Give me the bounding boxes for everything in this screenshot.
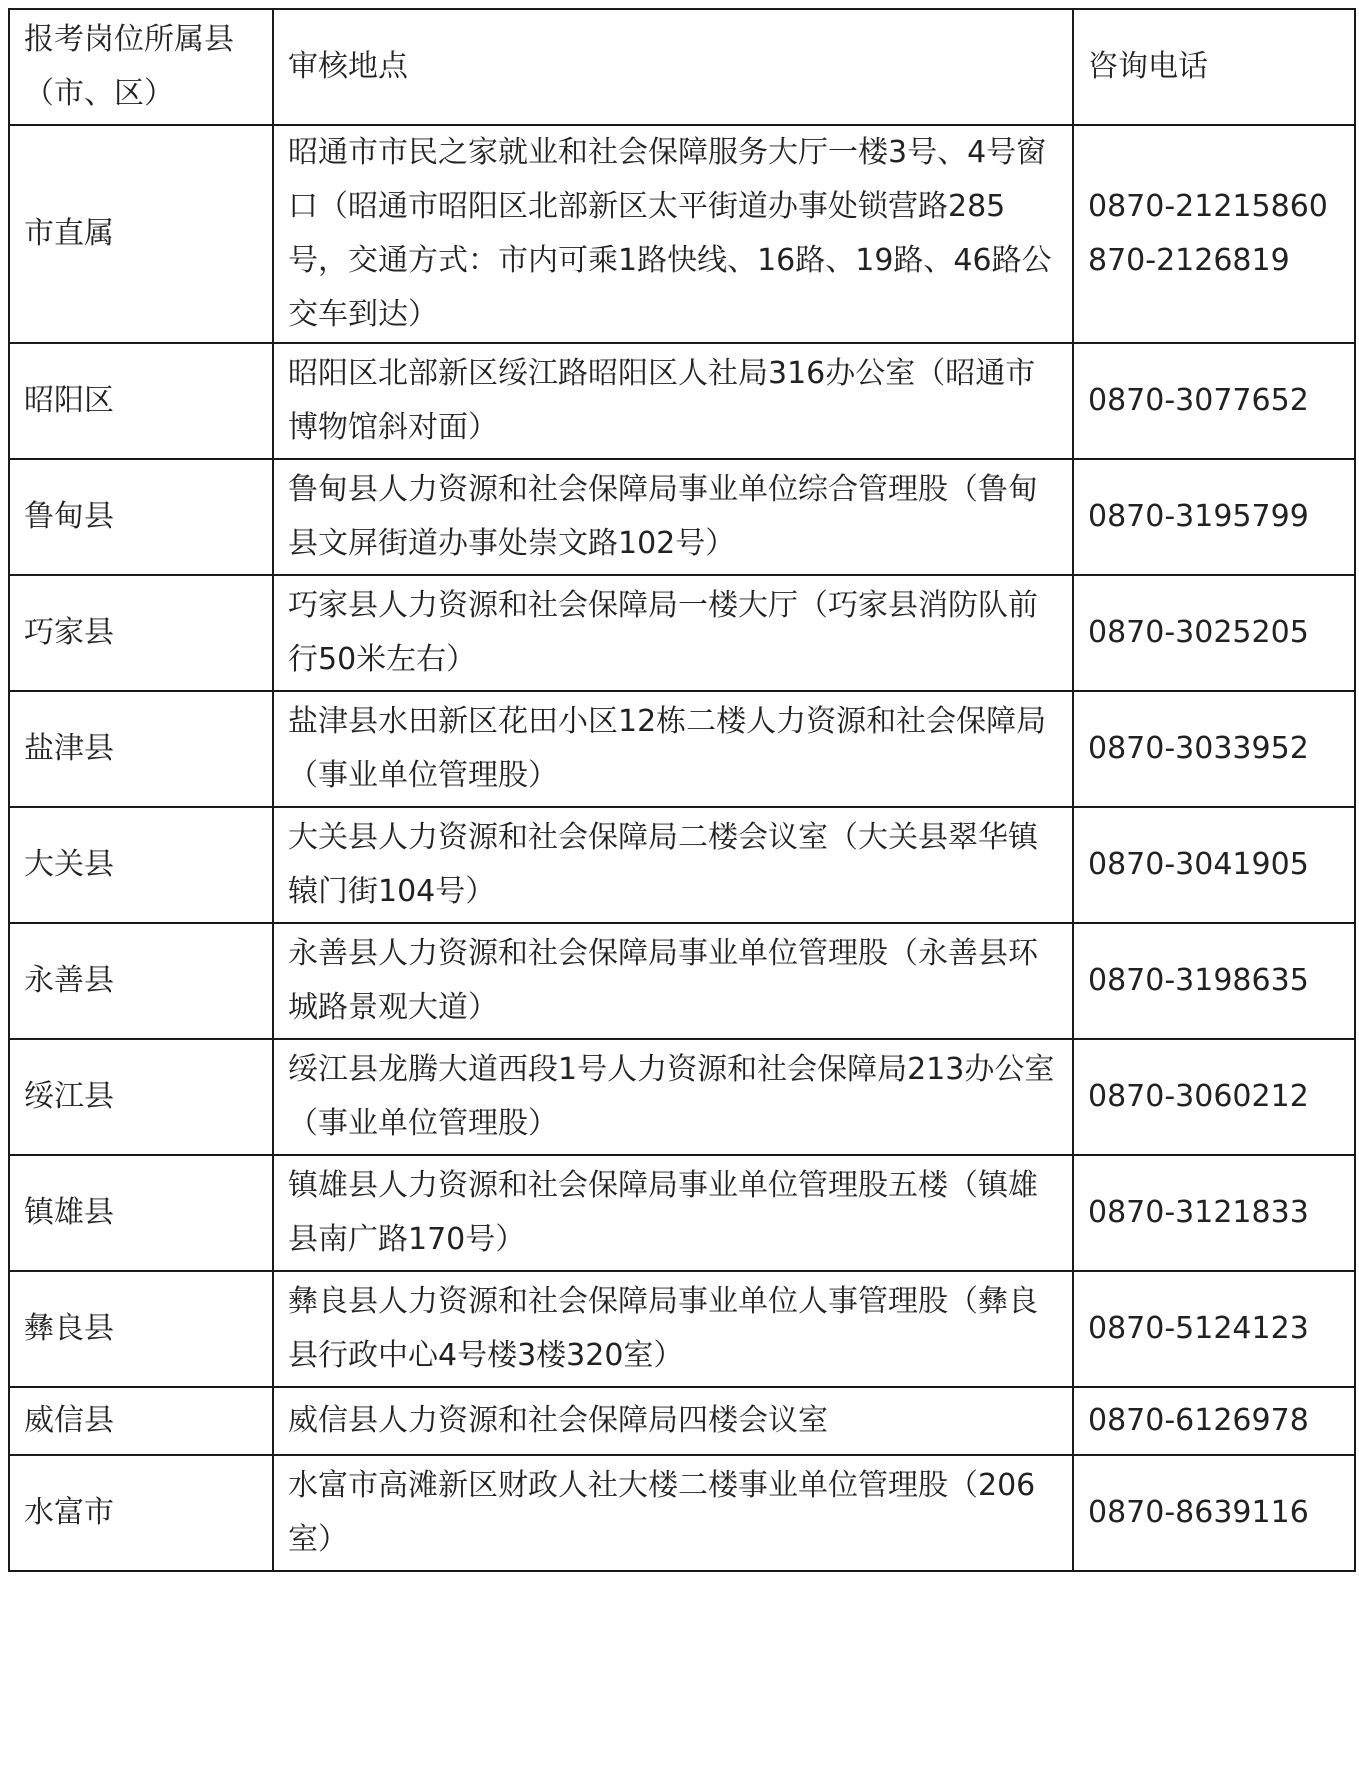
header-county-line1: 报考岗位所属县 xyxy=(24,22,234,57)
table-row xyxy=(9,1387,1355,1455)
table-row xyxy=(9,343,1355,459)
phone-cell: 0870-3033952 xyxy=(1073,691,1355,807)
table-header-row xyxy=(9,9,1355,125)
county-cell: 绥江县 xyxy=(9,1039,273,1155)
phone-cell: 0870-3198635 xyxy=(1073,923,1355,1039)
phone-cell: 0870-5124123 xyxy=(1073,1271,1355,1387)
header-county-line2: （市、区） xyxy=(24,76,174,111)
header-county xyxy=(9,9,273,125)
review-location-table xyxy=(8,8,1356,1572)
header-phone: 咨询电话 xyxy=(1073,9,1355,125)
table-row xyxy=(9,125,1355,343)
header-address: 审核地点 xyxy=(273,9,1073,125)
county-cell: 市直属 xyxy=(9,125,273,343)
table-row xyxy=(9,1455,1355,1571)
address-cell: 巧家县人力资源和社会保障局一楼大厅（巧家县消防队前行50米左右） xyxy=(273,575,1073,691)
address-cell: 永善县人力资源和社会保障局事业单位管理股（永善县环城路景观大道） xyxy=(273,923,1073,1039)
county-cell: 镇雄县 xyxy=(9,1155,273,1271)
phone-cell: 0870-3121833 xyxy=(1073,1155,1355,1271)
table-row xyxy=(9,1155,1355,1271)
address-cell: 鲁甸县人力资源和社会保障局事业单位综合管理股（鲁甸县文屏街道办事处崇文路102号） xyxy=(273,459,1073,575)
table-row xyxy=(9,807,1355,923)
county-cell: 彝良县 xyxy=(9,1271,273,1387)
county-cell: 大关县 xyxy=(9,807,273,923)
address-cell: 绥江县龙腾大道西段1号人力资源和社会保障局213办公室（事业单位管理股） xyxy=(273,1039,1073,1155)
address-cell: 彝良县人力资源和社会保障局事业单位人事管理股（彝良县行政中心4号楼3楼320室） xyxy=(273,1271,1073,1387)
table-row xyxy=(9,1271,1355,1387)
county-cell: 盐津县 xyxy=(9,691,273,807)
table-row xyxy=(9,691,1355,807)
county-cell: 永善县 xyxy=(9,923,273,1039)
phone-cell: 0870-21215860870-2126819 xyxy=(1073,125,1355,343)
phone-cell: 0870-3077652 xyxy=(1073,343,1355,459)
address-cell: 昭阳区北部新区绥江路昭阳区人社局316办公室（昭通市博物馆斜对面） xyxy=(273,343,1073,459)
county-cell: 威信县 xyxy=(9,1387,273,1455)
county-cell: 水富市 xyxy=(9,1455,273,1571)
county-cell: 鲁甸县 xyxy=(9,459,273,575)
phone-cell: 0870-3041905 xyxy=(1073,807,1355,923)
table-row xyxy=(9,923,1355,1039)
county-cell: 巧家县 xyxy=(9,575,273,691)
address-cell: 镇雄县人力资源和社会保障局事业单位管理股五楼（镇雄县南广路170号） xyxy=(273,1155,1073,1271)
address-cell: 水富市高滩新区财政人社大楼二楼事业单位管理股（206室） xyxy=(273,1455,1073,1571)
county-cell: 昭阳区 xyxy=(9,343,273,459)
table-row xyxy=(9,1039,1355,1155)
address-cell: 大关县人力资源和社会保障局二楼会议室（大关县翠华镇辕门街104号） xyxy=(273,807,1073,923)
address-cell: 盐津县水田新区花田小区12栋二楼人力资源和社会保障局（事业单位管理股） xyxy=(273,691,1073,807)
table-row xyxy=(9,575,1355,691)
table-row xyxy=(9,459,1355,575)
phone-cell: 0870-3025205 xyxy=(1073,575,1355,691)
phone-cell: 0870-3060212 xyxy=(1073,1039,1355,1155)
phone-cell: 0870-3195799 xyxy=(1073,459,1355,575)
phone-cell: 0870-6126978 xyxy=(1073,1387,1355,1455)
phone-cell: 0870-8639116 xyxy=(1073,1455,1355,1571)
address-cell: 昭通市市民之家就业和社会保障服务大厅一楼3号、4号窗口（昭通市昭阳区北部新区太平街道办事处锁营路285号，交通方式：市内可乘1路快线、16路、19路、46路公交车到达） xyxy=(273,125,1073,343)
address-cell: 威信县人力资源和社会保障局四楼会议室 xyxy=(273,1387,1073,1455)
